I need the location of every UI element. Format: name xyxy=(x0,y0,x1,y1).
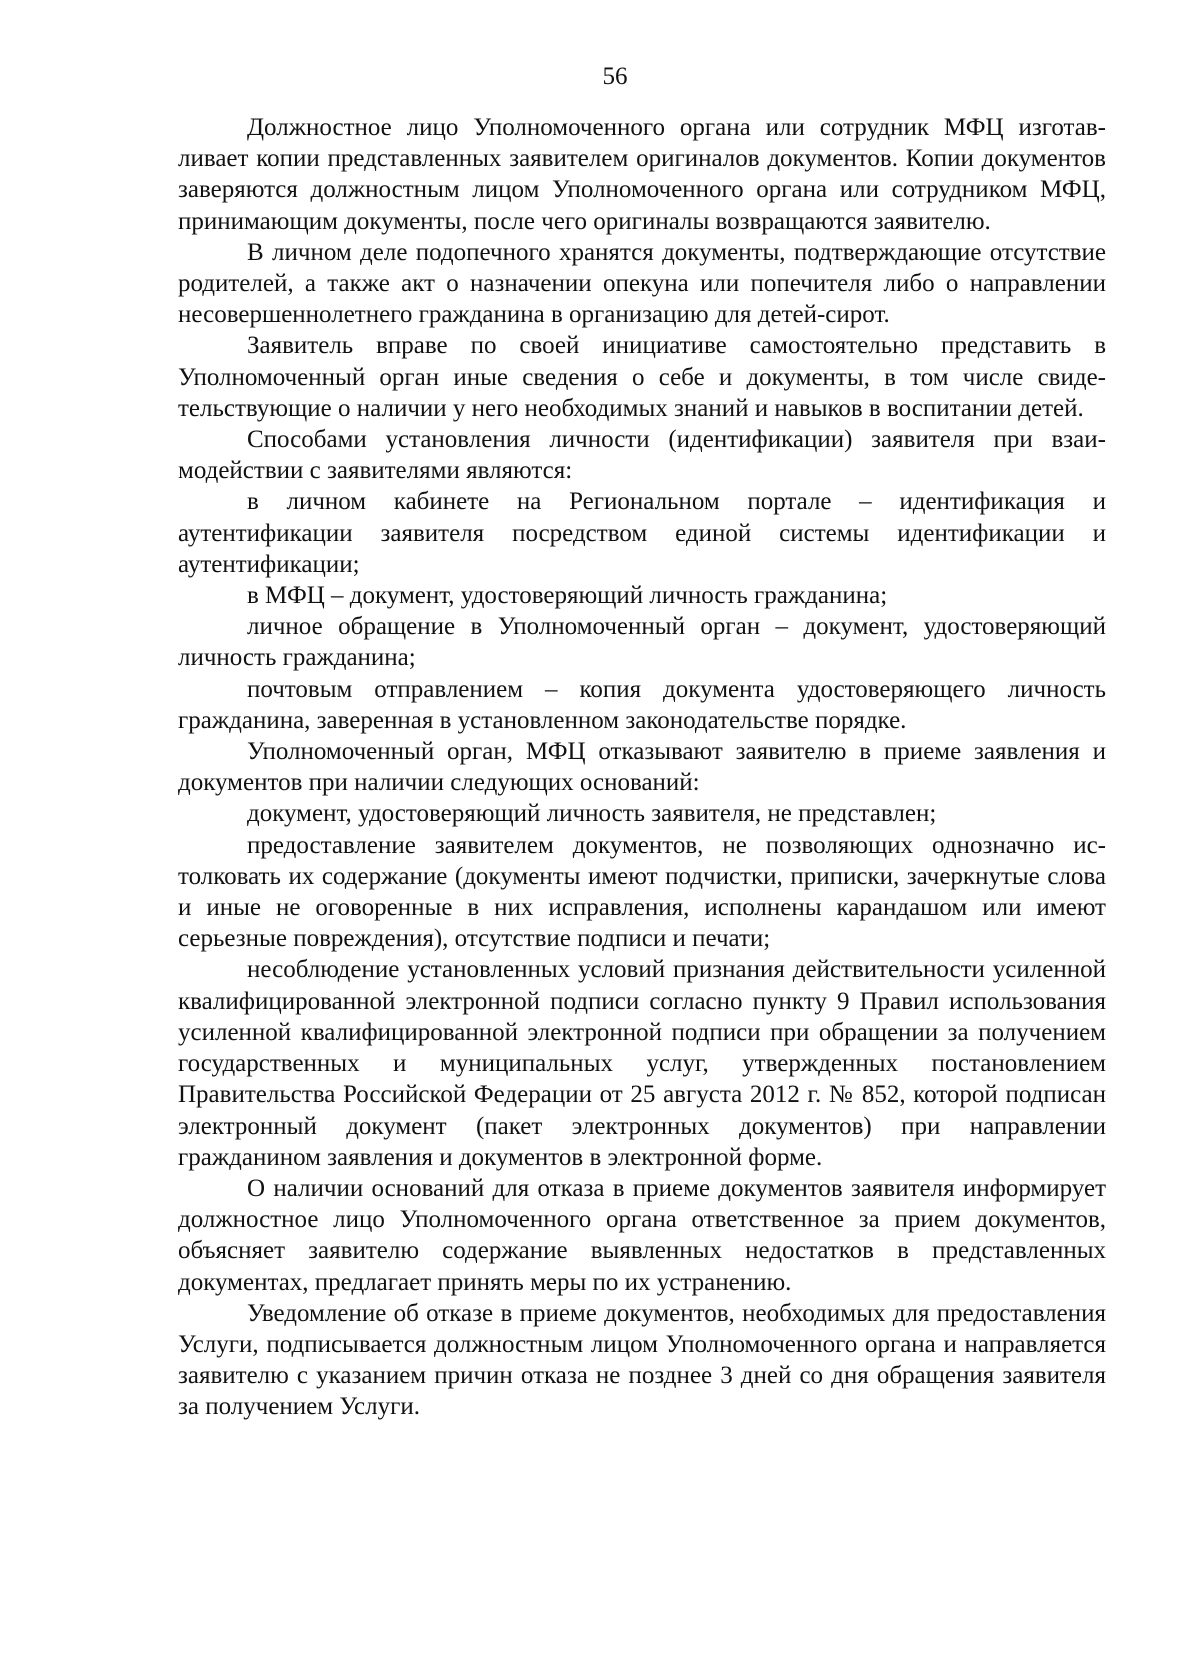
list-item-no-id-document: документ, удостоверяющий личность заявителя, не представлен; xyxy=(247,800,937,828)
list-item-ambiguous-documents: предоставление заявителем документов, не позволяющих однозначно истолковать их содержание (документы имеют подчистки, приписки, зачеркнутые слова и иные не оговоренные в них исправления, исполнены карандашом или имеют серьезные повреждения), отсутствие подписи и печати; xyxy=(178,831,1106,953)
document-body xyxy=(178,112,1106,1423)
list-item-signature-invalid: несоблюдение установленных условий признания действительности усиленной квалифицированной электронной подписи согласно пункту 9 Правил использования усиленной квалифицированной электронной подписи при обращении за получением государственных и муниципальных услуг, утвержденных постановлением Правительства Российской Федерации от 25 августа 2012 г. № 852, которой подписан электронный документ (пакет электронных документов) при направлении гражданином заявления и документов в электронной форме. xyxy=(178,956,1106,1171)
paragraph-copies-certification: Должностное лицо Уполномоченного органа или сотрудник МФЦ изготавливает копии представленных заявителем оригиналов документов. Копии документов заверяются должностным лицом Уполномоченного органа или сотрудником МФЦ, принимающим документы, после чего оригиналы возвращаются заявителю. xyxy=(178,114,1106,235)
paragraph-identification-methods: Способами установления личности (идентификации) заявителя при взаимодействии с заявителями являются: xyxy=(178,426,1106,485)
list-item-mfc: в МФЦ – документ, удостоверяющий личность гражданина; xyxy=(247,582,888,610)
page-number: 56 xyxy=(602,63,628,90)
paragraph-refusal-informing: О наличии оснований для отказа в приеме документов заявителя информирует должностное лицо Уполномоченного органа ответственное за прием документов, объясняет заявителю содержание выявленных недостатков в представленных документах, предлагает принять меры по их устранению. xyxy=(178,1174,1106,1296)
list-item-personal-visit: личное обращение в Уполномоченный орган – документ, удостоверяющий личность гражданина; xyxy=(178,613,1106,672)
paragraph-ward-personal-file: В личном деле подопечного хранятся документы, подтверждающие отсутствие родителей, а также акт о назначении опекуна или попечителя либо о направлении несовершеннолетнего гражданина в организацию для детей-сирот. xyxy=(178,238,1106,329)
list-item-postal: почтовым отправлением – копия документа удостоверяющего личность гражданина, заверенная в установленном законодательстве порядке. xyxy=(178,675,1106,734)
paragraph-refusal-grounds: Уполномоченный орган, МФЦ отказывают заявителю в приеме заявления и документов при наличии следующих оснований: xyxy=(178,738,1106,797)
paragraph-refusal-notice: Уведомление об отказе в приеме документов, необходимых для предоставления Услуги, подписывается должностным лицом Уполномоченного органа и направляется заявителю с указанием причин отказа не позднее 3 дней со дня обращения заявителя за получением Услуги. xyxy=(178,1299,1106,1421)
list-item-regional-portal: в личном кабинете на Региональном портале – идентификация и аутентификации заявителя посредством единой системы идентификации и аутентификации; xyxy=(178,488,1106,578)
paragraph-applicant-initiative: Заявитель вправе по своей инициативе самостоятельно представить в Уполномоченный орган иные сведения о себе и документы, в том числе свидетельствующие о наличии у него необходимых знаний и навыков в воспитании детей. xyxy=(178,332,1106,422)
